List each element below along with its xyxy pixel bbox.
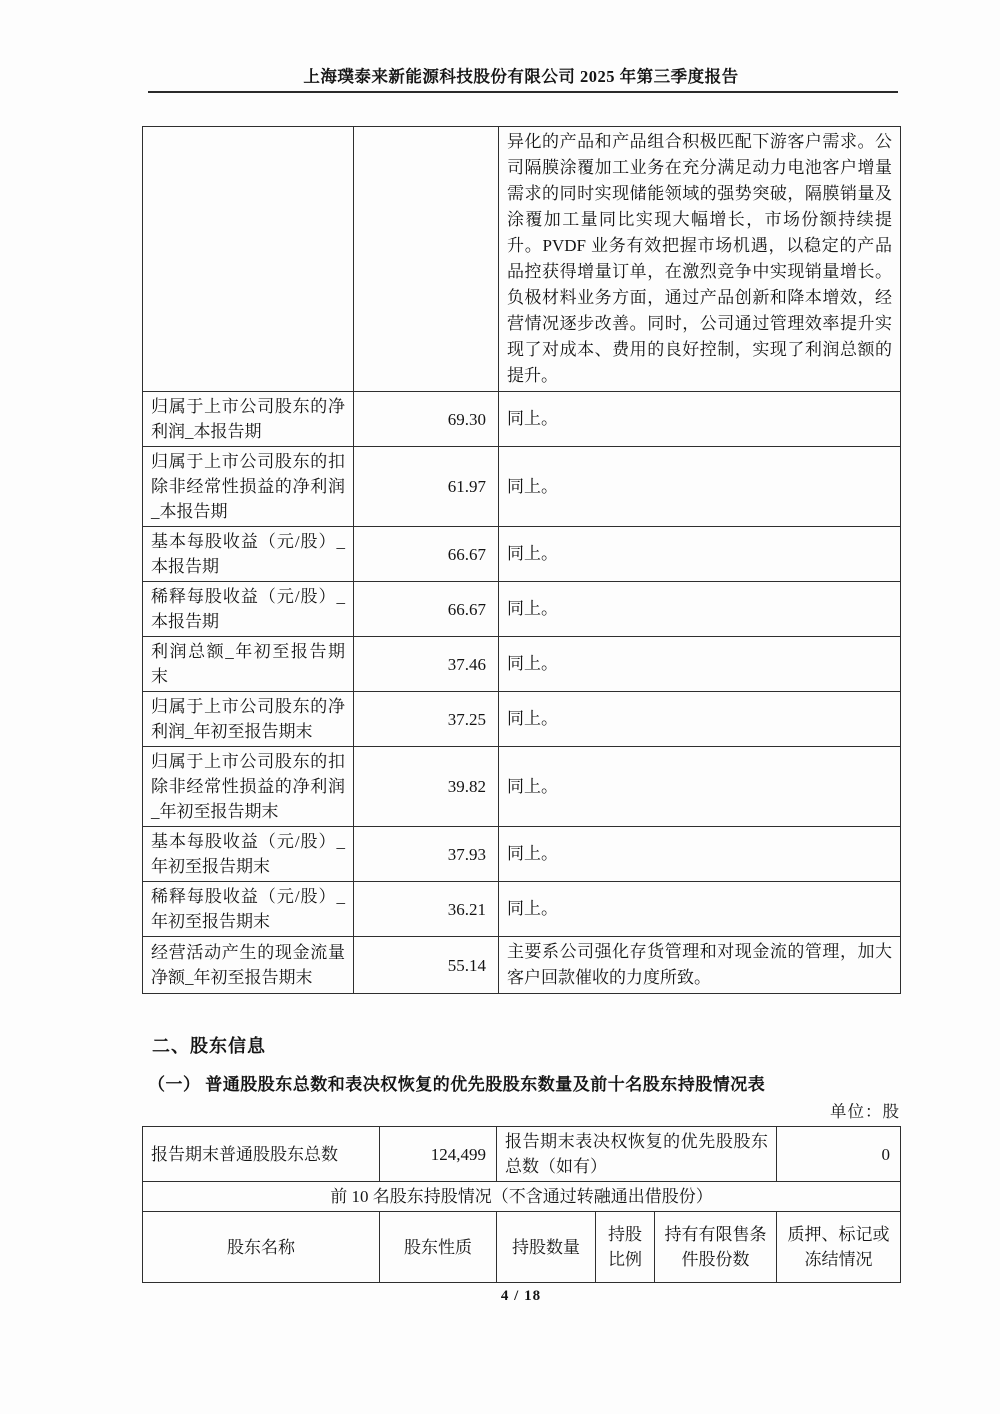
metric-note-cell: 同上。 bbox=[499, 527, 901, 582]
column-header-holding-ratio: 持股比例 bbox=[596, 1212, 655, 1283]
metric-value-cell bbox=[354, 127, 499, 392]
table-row bbox=[143, 527, 901, 582]
table-row bbox=[143, 1182, 901, 1212]
top10-caption-cell: 前 10 名股东持股情况（不含通过转融通出借股份） bbox=[143, 1182, 901, 1212]
common-shareholders-total-label: 报告期末普通股股东总数 bbox=[143, 1127, 380, 1182]
table-row bbox=[143, 447, 901, 527]
preferred-shareholders-total-label: 报告期末表决权恢复的优先股股东总数（如有） bbox=[497, 1127, 777, 1182]
column-header-restricted-shares: 持有有限售条件股份数 bbox=[655, 1212, 777, 1283]
header-divider bbox=[148, 91, 898, 93]
subsection-heading-top10-table: （一） 普通股股东总数和表决权恢复的优先股股东数量及前十名股东持股情况表 bbox=[148, 1075, 766, 1094]
metric-value-cell: 66.67 bbox=[354, 582, 499, 637]
table-row bbox=[143, 882, 901, 937]
metric-note-cell: 同上。 bbox=[499, 447, 901, 527]
metric-note-cell: 同上。 bbox=[499, 692, 901, 747]
metric-note-cell: 主要系公司强化存货管理和对现金流的管理，加大客户回款催收的力度所致。 bbox=[499, 937, 901, 994]
metric-value-cell: 37.93 bbox=[354, 827, 499, 882]
table-row bbox=[143, 692, 901, 747]
metric-value-cell: 37.46 bbox=[354, 637, 499, 692]
table-header-row bbox=[143, 1212, 901, 1283]
column-header-shareholder-nature: 股东性质 bbox=[380, 1212, 497, 1283]
column-header-shares-held: 持股数量 bbox=[497, 1212, 596, 1283]
preferred-shareholders-total-value: 0 bbox=[777, 1127, 901, 1182]
section-heading-shareholder-info: 二、股东信息 bbox=[152, 1036, 266, 1056]
metric-note-cell: 同上。 bbox=[499, 582, 901, 637]
metric-label-cell: 利润总额_年初至报告期末 bbox=[143, 637, 354, 692]
metric-value-cell: 69.30 bbox=[354, 392, 499, 447]
metric-value-cell: 61.97 bbox=[354, 447, 499, 527]
metric-value-cell: 36.21 bbox=[354, 882, 499, 937]
table-row bbox=[143, 1127, 901, 1182]
column-header-pledge-status: 质押、标记或冻结情况 bbox=[777, 1212, 901, 1283]
metric-label-cell: 归属于上市公司股东的净利润_本报告期 bbox=[143, 392, 354, 447]
table-row bbox=[143, 747, 901, 827]
metric-value-cell: 66.67 bbox=[354, 527, 499, 582]
metric-label-cell: 归属于上市公司股东的扣除非经常性损益的净利润_本报告期 bbox=[143, 447, 354, 527]
metric-label-cell: 归属于上市公司股东的净利润_年初至报告期末 bbox=[143, 692, 354, 747]
page-number: 4 / 18 bbox=[500, 1288, 542, 1304]
column-header-shareholder-name: 股东名称 bbox=[143, 1212, 380, 1283]
table-row bbox=[143, 827, 901, 882]
metric-value-cell: 37.25 bbox=[354, 692, 499, 747]
document-header bbox=[142, 66, 900, 93]
metric-label-cell: 经营活动产生的现金流量净额_年初至报告期末 bbox=[143, 937, 354, 994]
metric-label-cell: 稀释每股收益（元/股）_本报告期 bbox=[143, 582, 354, 637]
performance-summary-table bbox=[142, 126, 901, 994]
table-row bbox=[143, 392, 901, 447]
metric-note-cell: 同上。 bbox=[499, 747, 901, 827]
metric-note-cell: 同上。 bbox=[499, 827, 901, 882]
table-row bbox=[143, 637, 901, 692]
metric-value-cell: 39.82 bbox=[354, 747, 499, 827]
metric-note-cell: 同上。 bbox=[499, 392, 901, 447]
metric-label-cell: 基本每股收益（元/股）_年初至报告期末 bbox=[143, 827, 354, 882]
table-row bbox=[143, 582, 901, 637]
metric-note-cell: 异化的产品和产品组合积极匹配下游客户需求。公司隔膜涂覆加工业务在充分满足动力电池客户增量需求的同时实现储能领域的强势突破，隔膜销量及涂覆加工量同比实现大幅增长，市场份额持续提升。PVDF 业务有效把握市场机遇，以稳定的产品品控获得增量订单，在激烈竞争中实现销量增长。负极材料业务方面，通过产品创新和降本增效，经营情况逐步改善。同时，公司通过管理效率提升实现了对成本、费用的良好控制，实现了利润总额的提升。 bbox=[499, 127, 901, 392]
metric-label-cell: 归属于上市公司股东的扣除非经常性损益的净利润_年初至报告期末 bbox=[143, 747, 354, 827]
metric-label-cell bbox=[143, 127, 354, 392]
metric-label-cell: 稀释每股收益（元/股）_年初至报告期末 bbox=[143, 882, 354, 937]
metric-note-cell: 同上。 bbox=[499, 637, 901, 692]
metric-label-cell: 基本每股收益（元/股）_本报告期 bbox=[143, 527, 354, 582]
document-title: 上海璞泰来新能源科技股份有限公司 2025 年第三季度报告 bbox=[303, 67, 739, 86]
shareholders-table bbox=[142, 1126, 901, 1283]
unit-label: 单位：股 bbox=[830, 1102, 900, 1121]
table-row bbox=[143, 937, 901, 994]
metric-value-cell: 55.14 bbox=[354, 937, 499, 994]
common-shareholders-total-value: 124,499 bbox=[380, 1127, 497, 1182]
page-footer bbox=[142, 1288, 900, 1305]
table-row bbox=[143, 127, 901, 392]
metric-note-cell: 同上。 bbox=[499, 882, 901, 937]
